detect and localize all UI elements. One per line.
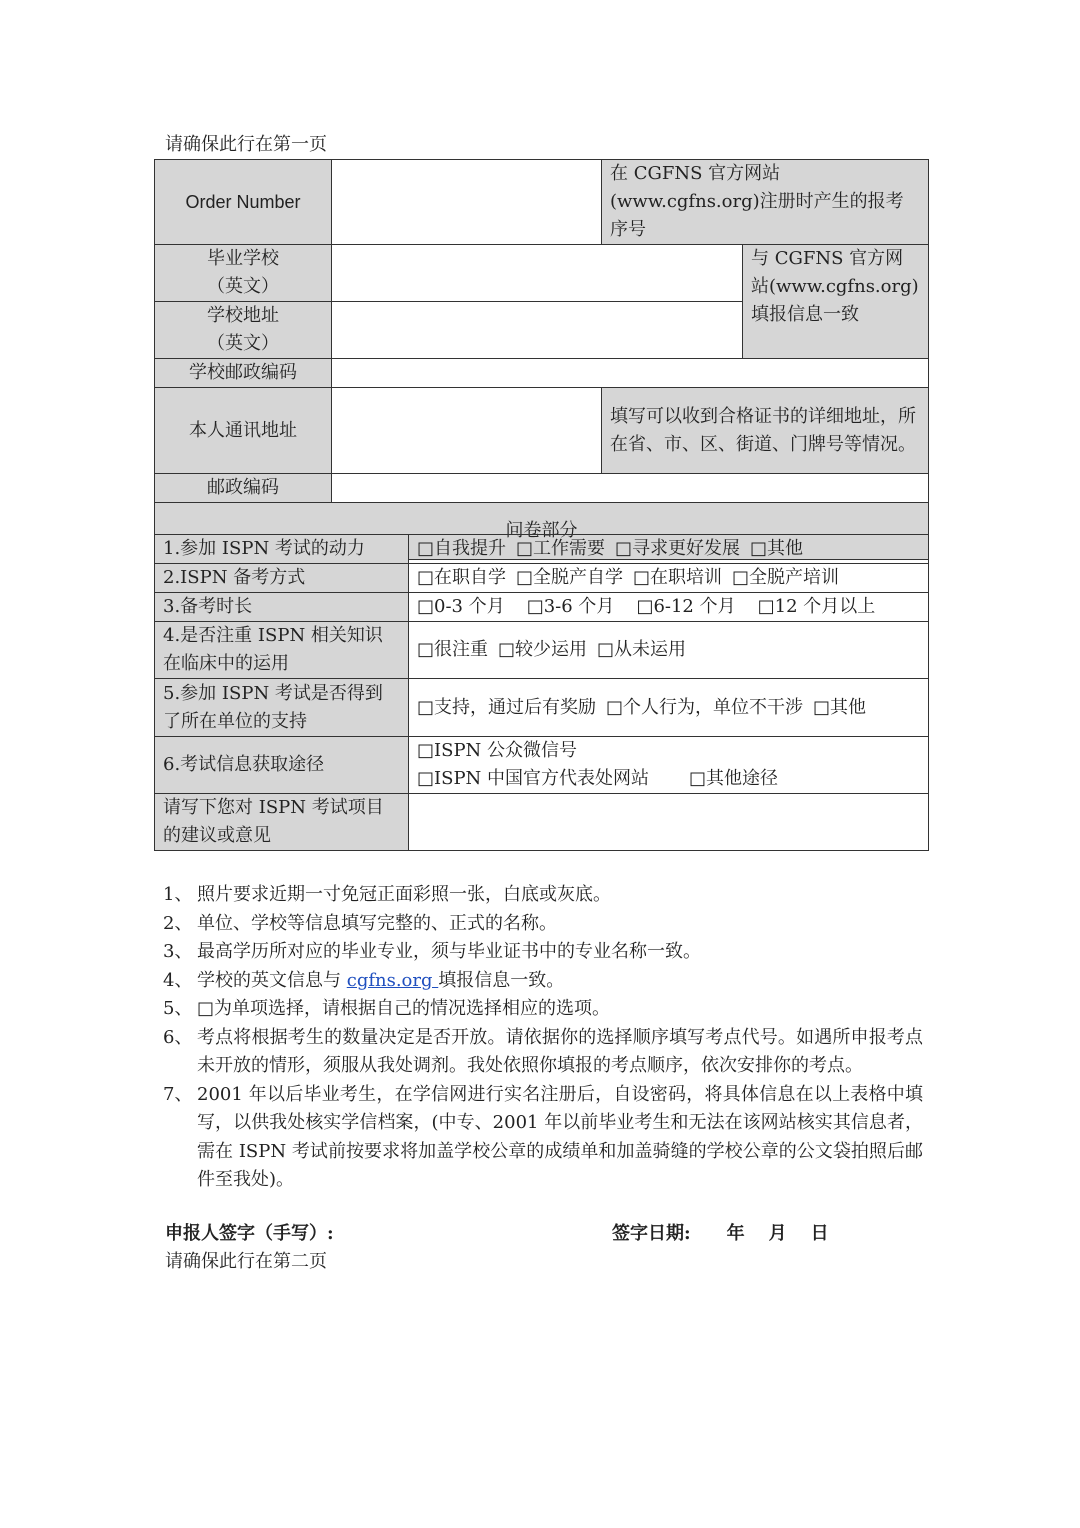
checkbox-option[interactable]: □0-3 个月 [417,596,505,617]
survey-row [155,679,929,737]
graduate-school-label: 毕业学校 （英文） [155,245,332,302]
survey-row [155,593,929,622]
checkbox-option[interactable]: □全脱产培训 [732,567,840,588]
list-item: 7、 2001 年以后毕业考生，在学信网进行实名注册后，自设密码，将具体信息在以上表格中填写，以供我处核实学信档案，(中专、2001 年以前毕业考生和无法在该网站核实其信息者，需在 ISPN 考试前按要求将加盖学校公章的成绩单和加盖骑缝的学校公章的公文袋拍照后邮件至我处)。 [163,1083,923,1190]
suggestion-field[interactable] [409,794,929,851]
survey-row [155,564,929,593]
survey-table [154,534,929,851]
signature-date [612,1221,853,1247]
checkbox-option[interactable]: □个人行为，单位不干涉 [606,696,804,718]
checkbox-option[interactable]: □3-6 个月 [526,596,615,617]
survey-question: 请写下您对 ISPN 考试项目的建议或意见 [155,794,409,851]
graduate-school-field[interactable] [332,245,743,302]
postcode-label: 邮政编码 [155,474,332,503]
checkbox-option[interactable]: □较少运用 [498,639,588,660]
order-number-label: Order Number [155,160,332,245]
survey-question: 4.是否注重 ISPN 相关知识在临床中的运用 [155,622,409,679]
list-item: 1、 照片要求近期一寸免冠正面彩照一张，白底或灰底。 [163,884,611,905]
list-item: 2、 单位、学校等信息填写完整的、正式的名称。 [163,912,557,934]
checkbox-option[interactable]: □很注重 [417,639,489,660]
list-item: 3、 最高学历所对应的毕业专业，须与毕业证书中的专业名称一致。 [163,941,701,962]
survey-row [155,737,929,794]
survey-row [155,622,929,679]
survey-options [409,593,929,622]
applicant-signature-label: 申报人签字（手写）: [165,1223,334,1244]
order-number-field[interactable] [332,160,602,245]
checkbox-option[interactable]: □全脱产自学 [516,567,624,588]
date-year-label: 年 [726,1223,745,1244]
list-item: 6、 考点将根据考生的数量决定是否开放。请依据你的选择顺序填写考点代号。如遇所申报考点未开放的情形，须服从我处调剂。我处依照你填报的考点顺序，依次安排你的考点。 [163,1026,923,1076]
cgfns-link[interactable]: cgfns.org [346,969,439,991]
checkbox-option[interactable]: □ISPN 中国官方代表处网站 [417,768,650,789]
survey-question: 1.参加 ISPN 考试的动力 [155,535,409,564]
date-month-label: 月 [768,1223,787,1244]
survey-options [409,622,929,679]
checkbox-option[interactable]: □6-12 个月 [636,596,736,617]
order-number-hint: 在 CGFNS 官方网站(www.cgfns.org)注册时产生的报考序号 [602,160,929,245]
checkbox-option[interactable]: □工作需要 [516,538,606,559]
school-info-hint: 与 CGFNS 官方网站(www.cgfns.org)填报信息一致 [743,245,929,359]
survey-section-title: 问卷部分 [155,503,929,560]
checkbox-option[interactable]: □在职培训 [633,567,723,588]
survey-options [409,535,929,564]
checkbox-option[interactable]: □ISPN 公众微信号 [417,740,578,761]
survey-options [409,564,929,593]
checkbox-option[interactable]: □从未运用 [597,639,687,660]
checkbox-option[interactable]: □其他 [813,696,867,718]
school-postcode-label: 学校邮政编码 [155,359,332,388]
school-address-label: 学校地址 （英文） [155,302,332,359]
signature-date-label: 签字日期: [612,1223,691,1244]
survey-question: 6.考试信息获取途径 [155,737,409,794]
list-item: 4、 学校的英文信息与 cgfns.org 填报信息一致。 [163,969,565,991]
list-item: 5、 □为单项选择，请根据自己的情况选择相应的选项。 [163,998,611,1019]
postcode-field[interactable] [332,474,929,503]
mailing-address-hint: 填写可以收到合格证书的详细地址，所在省、市、区、街道、门牌号等情况。 [602,388,929,474]
school-address-field[interactable] [332,302,743,359]
applicant-info-table [154,159,929,560]
checkbox-option[interactable]: □12 个月以上 [757,596,876,617]
checkbox-option[interactable]: □自我提升 [417,538,507,559]
checkbox-option[interactable]: □其他途径 [689,768,779,789]
checkbox-option[interactable]: □在职自学 [417,567,507,588]
survey-question: 5.参加 ISPN 考试是否得到了所在单位的支持 [155,679,409,737]
survey-question: 2.ISPN 备考方式 [155,564,409,593]
survey-options [409,679,929,737]
checkbox-option[interactable]: □其他 [750,538,804,559]
checkbox-option[interactable]: □支持，通过后有奖励 [417,696,597,718]
mailing-address-field[interactable] [332,388,602,474]
survey-options [409,737,929,794]
mailing-address-label: 本人通讯地址 [155,388,332,474]
page-two-note: 请确保此行在第二页 [165,1251,327,1272]
survey-row [155,794,929,851]
survey-question: 3.备考时长 [155,593,409,622]
survey-row [155,535,929,564]
checkbox-option[interactable]: □寻求更好发展 [615,538,741,559]
date-day-label: 日 [810,1223,829,1244]
page-one-note: 请确保此行在第一页 [165,134,327,155]
school-postcode-field[interactable] [332,359,929,388]
instructions-list [163,881,923,1195]
